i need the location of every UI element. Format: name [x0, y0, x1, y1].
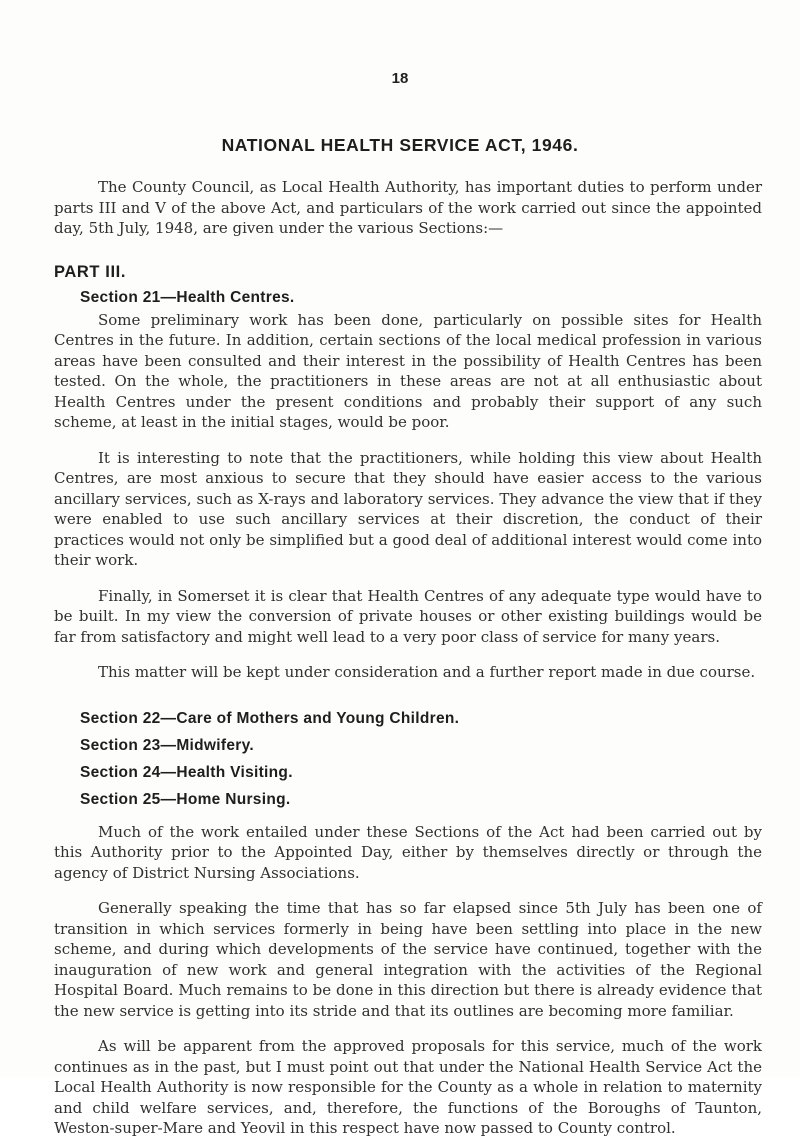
section-22-heading: Section 22—Care of Mothers and Young Children.	[80, 709, 460, 727]
sections-22-25-paragraph: As will be apparent from the approved proposals for this service, much of the work continues as in the past, but I must point out that under the National Health Service Act the Local Health Authority is now responsible for the County as a whole in relation to maternity and child welfare services, and, therefore, the functions of the Boroughs of Taunton, Weston-super-Mare and Yeovil in this respect have now passed to County control.	[54, 1037, 762, 1137]
section-21-paragraph: It is interesting to note that the practitioners, while holding this view about Health Centres, are most anxious to secure that they should have easier access to the various ancillary services, such as X-rays and laboratory services. They advance the view that if they were enabled to use such ancillary services at their discretion, the conduct of their practices would not only be simplified but a good deal of additional interest would come into their work.	[54, 448, 762, 569]
section-21-paragraph: This matter will be kept under consideration and a further report made in due course.	[98, 663, 756, 681]
section-21-paragraph: Finally, in Somerset it is clear that Health Centres of any adequate type would have to be built. In my view the conversion of private houses or other existing buildings would be far from satisfactory and might well lead to a very poor class of service for many years.	[54, 586, 762, 646]
document-body	[54, 177, 762, 1139]
sections-22-25-paragraph: Generally speaking the time that has so far elapsed since 5th July has been one of transition in which services formerly in being have been settling into place in the new scheme, and during which developments of the service have continued, together with the inauguration of new work and general integration with the activities of the Regional Hospital Board. Much remains to be done in this direction but there is already evidence that the new service is getting into its stride and that its outlines are becoming more familiar.	[54, 899, 762, 1020]
section-25-heading: Section 25—Home Nursing.	[80, 790, 291, 808]
section-24-heading: Section 24—Health Visiting.	[80, 763, 293, 781]
page-number: 18	[391, 70, 409, 87]
section-21-paragraph: Some preliminary work has been done, particularly on possible sites for Health Centres in the future. In addition, certain sections of the local medical profession in various areas have been consulted and their interest in the possibility of Health Centres has been tested. On the whole, the practitioners in these areas are not at all enthusiastic about Health Centres under the present conditions and probably their support of any such scheme, at least in the initial stages, would be poor.	[54, 310, 762, 431]
section-21-heading: Section 21—Health Centres.	[80, 288, 295, 306]
document-title: NATIONAL HEALTH SERVICE ACT, 1946.	[221, 135, 579, 155]
section-23-heading: Section 23—Midwifery.	[80, 736, 254, 754]
intro-paragraph: The County Council, as Local Health Authority, has important duties to perform under parts III and V of the above Act, and particulars of the work carried out since the appointed day, 5th July, 1948, are given under the various Sections:—	[54, 178, 762, 237]
sections-22-25-paragraph: Much of the work entailed under these Sections of the Act had been carried out by this Authority prior to the Appointed Day, either by themselves directly or through the agency of District Nursing Associations.	[54, 822, 762, 882]
section-heading-list	[54, 705, 762, 813]
part-heading: PART III.	[54, 262, 127, 281]
